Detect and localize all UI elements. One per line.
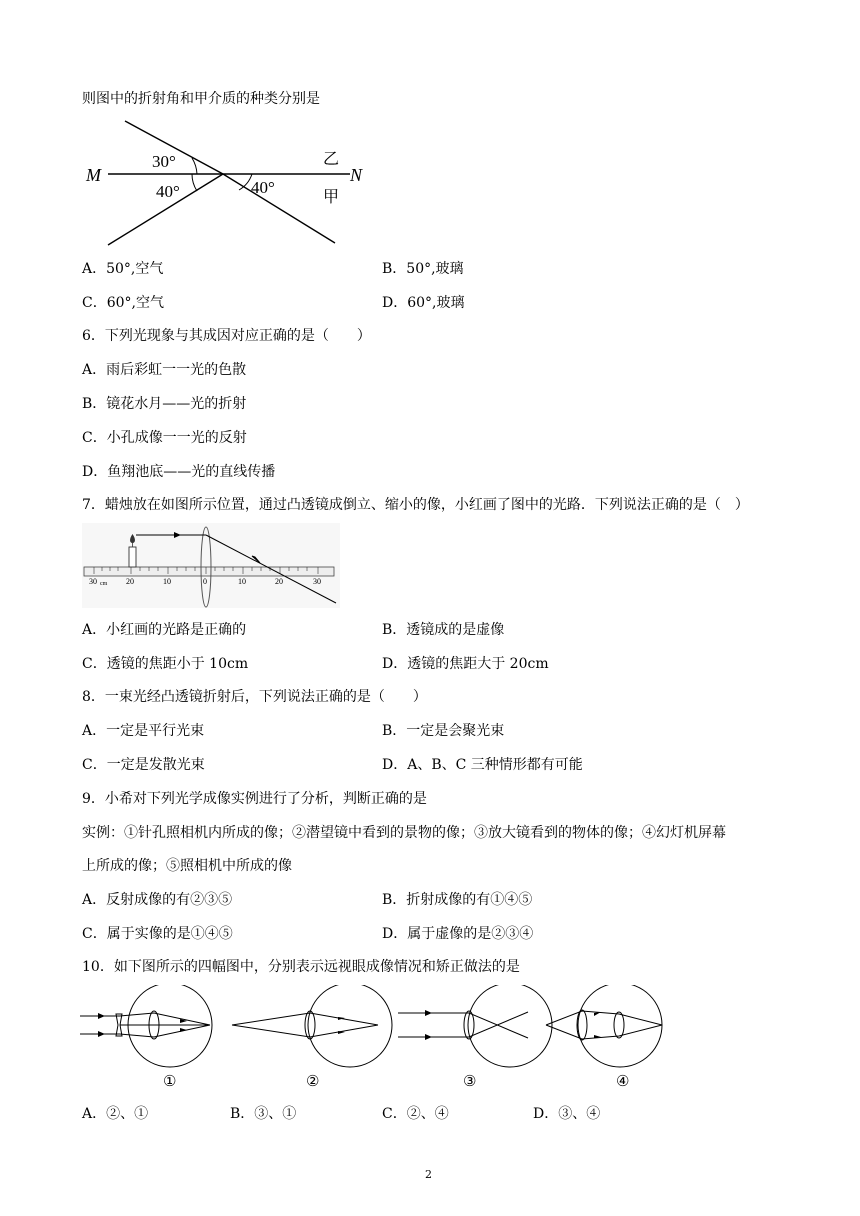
refraction-diagram bbox=[80, 115, 380, 250]
tick-10-left: 10 bbox=[163, 577, 171, 586]
q10-option-a: A．②、① bbox=[82, 1106, 149, 1122]
optical-bench bbox=[84, 567, 334, 576]
angle-label-upper: 30° bbox=[152, 152, 176, 171]
q7-option-d: D．透镜的焦距大于 20cm bbox=[382, 656, 549, 672]
q8-option-b: B．一定是会聚光束 bbox=[382, 723, 505, 739]
tick-0: 0 bbox=[203, 577, 207, 586]
q7-stem: 7．蜡烛放在如图所示位置，通过凸透镜成倒立、缩小的像，小红画了图中的光路．下列说法正确的是（ ） bbox=[82, 497, 749, 513]
page-number: 2 bbox=[425, 1168, 432, 1181]
eye-figure-1 bbox=[80, 985, 212, 1067]
q7-option-a: A．小红画的光路是正确的 bbox=[82, 622, 247, 638]
q10-option-c: C．②、④ bbox=[382, 1106, 449, 1122]
q8-option-a: A．一定是平行光束 bbox=[82, 723, 205, 739]
q9-option-a: A．反射成像的有②③⑤ bbox=[82, 892, 233, 908]
tick-30-right: 30 bbox=[313, 577, 321, 586]
q6-stem: 6．下列光现象与其成因对应正确的是（ ） bbox=[82, 328, 371, 344]
q10-option-b: B．③、① bbox=[230, 1106, 297, 1122]
label-n: N bbox=[350, 165, 363, 185]
tick-20-left: 20 bbox=[126, 577, 134, 586]
q9-option-b: B．折射成像的有①④⑤ bbox=[382, 892, 533, 908]
q8-option-d: D．A、B、C 三种情形都有可能 bbox=[382, 757, 583, 773]
tick-20-right: 20 bbox=[275, 577, 283, 586]
q8-option-c: C．一定是发散光束 bbox=[82, 757, 205, 773]
q5-option-a: A．50°,空气 bbox=[82, 261, 164, 277]
eye-figure-2 bbox=[232, 985, 392, 1067]
q6-option-a: A．雨后彩虹一一光的色散 bbox=[82, 362, 247, 378]
reflected-ray bbox=[223, 174, 335, 243]
q6-option-b: B．镜花水月——光的折射 bbox=[82, 396, 247, 412]
q7-option-c: C．透镜的焦距小于 10cm bbox=[82, 656, 249, 672]
tick-cm: cm bbox=[100, 581, 108, 587]
q8-stem: 8．一束光经凸透镜折射后，下列说法正确的是（ ） bbox=[82, 689, 427, 705]
eye-figure-4 bbox=[546, 985, 662, 1067]
figure-label-1: ① bbox=[163, 1074, 177, 1090]
tick-10-right: 10 bbox=[238, 577, 246, 586]
q6-option-c: C．小孔成像一一光的反射 bbox=[82, 430, 247, 446]
angle-arc-upper bbox=[192, 158, 197, 174]
q9-stem: 9．小希对下列光学成像实例进行了分析，判断正确的是 bbox=[82, 791, 427, 807]
medium-label-lower: 甲 bbox=[323, 189, 340, 206]
q7-option-b: B．透镜成的是虚像 bbox=[382, 622, 505, 638]
medium-label-upper: 乙 bbox=[323, 151, 340, 168]
angle-label-lower-left: 40° bbox=[156, 182, 180, 201]
tick-30-left: 30 bbox=[89, 577, 97, 586]
q10-stem: 10．如下图所示的四幅图中，分别表示远视眼成像情况和矫正做法的是 bbox=[82, 959, 520, 975]
angle-arc-lower-left bbox=[192, 174, 197, 191]
q10-option-d: D．③、④ bbox=[533, 1106, 601, 1122]
q9-examples-line-1: 实例：①针孔照相机内所成的像；②潜望镜中看到的景物的像；③放大镜看到的物体的像；④幻灯机屏幕 bbox=[82, 825, 726, 841]
eye-figure-3 bbox=[398, 985, 552, 1067]
q5-option-c: C．60°,空气 bbox=[82, 295, 164, 311]
figure-label-4: ④ bbox=[616, 1074, 630, 1090]
label-m: M bbox=[86, 165, 101, 185]
q5-option-b: B．50°,玻璃 bbox=[382, 261, 464, 277]
q9-option-c: C．属于实像的是①④⑤ bbox=[82, 926, 233, 942]
angle-label-lower-right: 40° bbox=[251, 178, 275, 197]
q9-option-d: D．属于虚像的是②③④ bbox=[382, 926, 534, 942]
q6-option-d: D．鱼翔池底——光的直线传播 bbox=[82, 464, 276, 480]
q9-examples-line-2: 上所成的像；⑤照相机中所成的像 bbox=[82, 858, 292, 874]
figure-label-2: ② bbox=[306, 1074, 320, 1090]
lens-ray-diagram bbox=[82, 523, 340, 608]
figure-label-3: ③ bbox=[463, 1074, 477, 1090]
q5-option-d: D．60°,玻璃 bbox=[382, 295, 465, 311]
eye-diagrams bbox=[80, 985, 690, 1095]
q5-stem-tail: 则图中的折射角和甲介质的种类分别是 bbox=[82, 91, 320, 107]
